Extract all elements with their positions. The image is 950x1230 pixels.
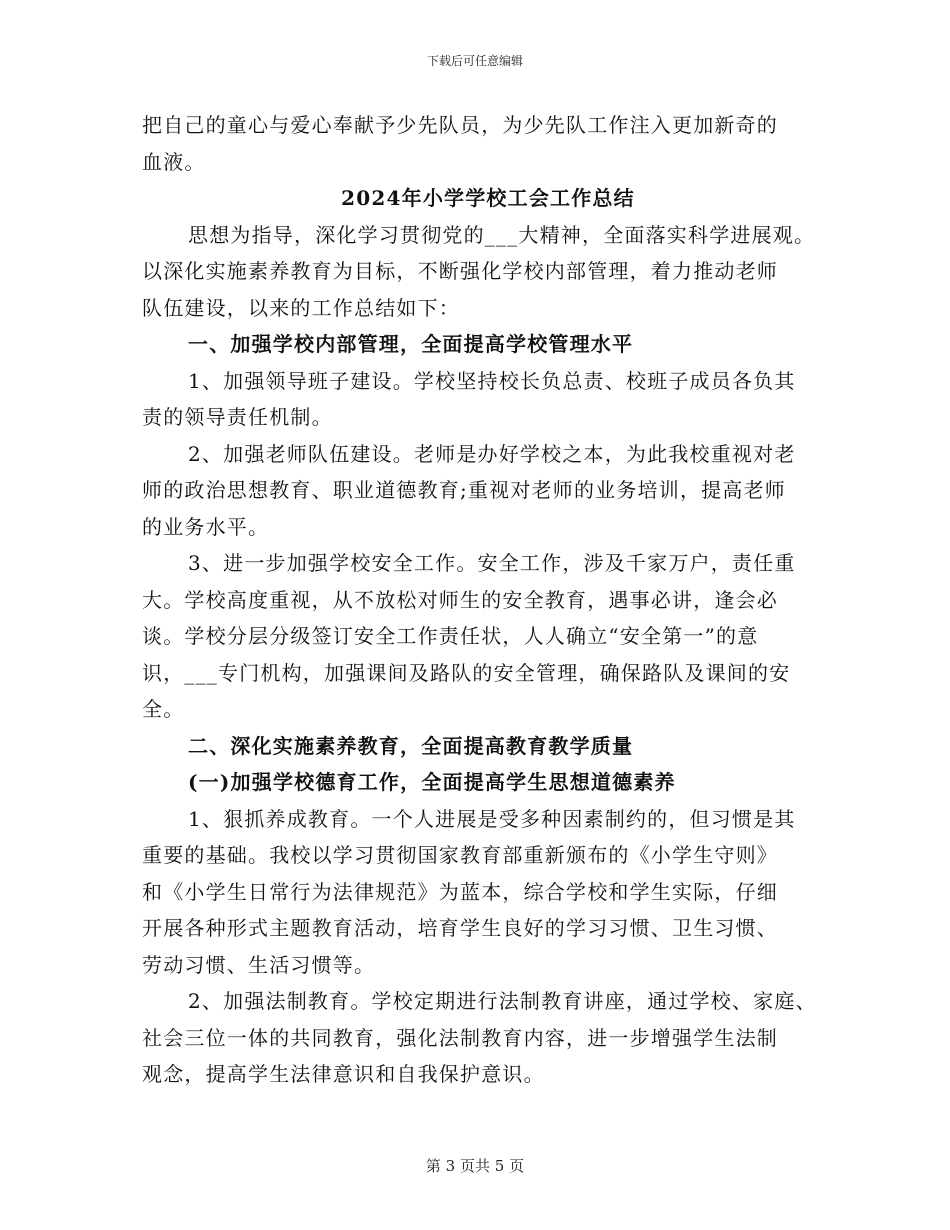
body-line: 社会三位一体的共同教育，强化法制教育内容，进一步增强学生法制 [142, 1025, 778, 1050]
body-line: 把自己的童心与爱心奉献予少先队员，为少先队工作注入更加新奇的 [142, 113, 778, 137]
document-title: 2024年小学学校工会工作总结 [341, 186, 635, 210]
body-line: 1、加强领导班子建设。学校坚持校长负总责、校班子成员各负其 [188, 368, 796, 393]
body-line: 和《小学生日常行为法律规范》为蓝本，综合学校和学生实际，仔细 [142, 879, 778, 904]
body-line: 识，___专门机构，加强课间及路队的安全管理，确保路队及课间的安 [142, 660, 791, 685]
body-line: 2、加强老师队伍建设。老师是办好学校之本，为此我校重视对老 [188, 441, 796, 466]
body-line: 开展各种形式主题教育活动，培育学生良好的学习习惯、卫生习惯、 [142, 916, 778, 940]
body-line: 的业务水平。 [142, 514, 270, 539]
body-line: 队伍建设，以来的工作总结如下： [142, 295, 460, 320]
body-line: 谈。学校分层分级签订安全工作责任状，人人确立“安全第一”的意 [142, 624, 759, 648]
body-line: 以深化实施素养教育为目标，不断强化学校内部管理，着力推动老师 [142, 259, 778, 283]
body-line: 劳动习惯、生活习惯等。 [142, 952, 376, 977]
body-line: 血液。 [142, 149, 206, 174]
body-line: 师的政治思想教育、职业道德教育;重视对老师的业务培训，提高老师 [142, 478, 786, 502]
body-line: 1、狠抓养成教育。一个人进展是受多种因素制约的，但习惯是其 [188, 806, 796, 831]
body-line: 思想为指导，深化学习贯彻党的___大精神，全面落实科学进展观。 [188, 222, 816, 247]
body-line: 全。 [142, 697, 185, 721]
body-line: 观念，提高学生法律意识和自我保护意识。 [142, 1062, 545, 1086]
page-footer: 第 3 页共 5 页 [425, 1157, 525, 1175]
section-heading: 一、加强学校内部管理，全面提高学校管理水平 [188, 332, 634, 356]
body-line: 2、加强法制教育。学校定期进行法制教育讲座，通过学校、家庭、 [188, 989, 817, 1013]
body-line: 大。学校高度重视，从不放松对师生的安全教育，遇事必讲，逢会必 [142, 587, 778, 612]
section-heading: 二、深化实施素养教育，全面提高教育教学质量 [188, 733, 634, 758]
body-line: 责的领导责任机制。 [142, 405, 333, 429]
body-line: 3、进一步加强学校安全工作。安全工作，涉及千家万户，责任重 [188, 551, 796, 575]
document-body [142, 107, 822, 1093]
page-header: 下载后可任意编辑 [426, 54, 523, 68]
subsection-heading: (一)加强学校德育工作，全面提高学生思想道德素养 [188, 770, 676, 794]
body-line: 重要的基础。我校以学习贯彻国家教育部重新颁布的《小学生守则》 [142, 843, 778, 867]
